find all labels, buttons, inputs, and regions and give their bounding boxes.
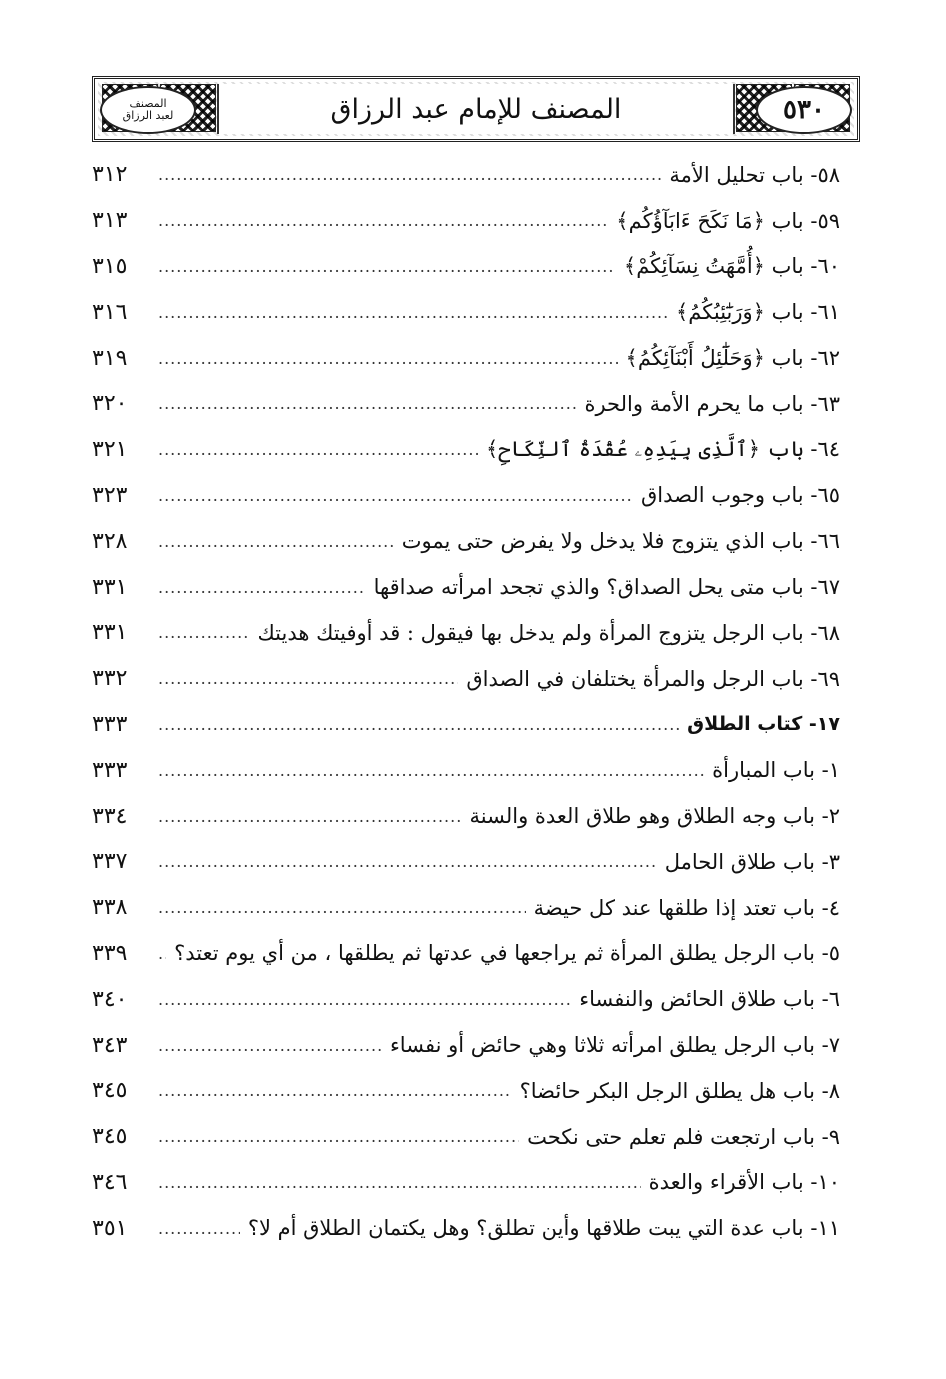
toc-row: [92, 289, 840, 335]
toc-row: [92, 1114, 840, 1160]
toc-page-number: ٣٢١: [92, 437, 128, 463]
toc-page-number: ٣١٣: [92, 208, 128, 234]
toc-entry-title: ١٧- كتاب الطلاق: [687, 713, 840, 736]
toc-page-number: ٣٢٨: [92, 528, 128, 554]
toc-page-number: ٣٤٥: [92, 1124, 128, 1150]
emblem-line: المصنف: [129, 97, 167, 110]
toc-entry-title: ٩- باب ارتجعت فلم تعلم حتى نكحت: [527, 1124, 840, 1149]
toc-entry-title: ١- باب المبارأة: [712, 758, 840, 783]
dot-leader: [158, 852, 657, 871]
toc-entry-title: ٦١- باب ﴿وَرَبَٰٓئِبُكُمُ﴾: [675, 300, 840, 325]
dot-leader: [158, 669, 458, 688]
dot-leader: [158, 257, 616, 276]
toc-entry-title: ٦٧- باب متى يحل الصداق؟ والذي تجحد امرأته صداقها: [373, 575, 840, 600]
dot-leader: [158, 349, 618, 368]
dot-leader: [158, 1036, 382, 1055]
toc-row: [92, 244, 840, 290]
toc-page-number: ٣١٥: [92, 253, 128, 279]
toc-row: [92, 518, 840, 564]
toc-row: [92, 152, 840, 198]
toc-page-number: ٣٣٩: [92, 940, 128, 966]
toc-entry-title: ٥٨- باب تحليل الأمة: [669, 162, 840, 187]
dot-leader: [158, 1127, 519, 1146]
emblem-line: لعبد الرزاق: [122, 109, 174, 122]
page-number: ٥٣٠: [783, 95, 825, 125]
toc-row: [92, 610, 840, 656]
toc-page-number: ٣٣٧: [92, 849, 128, 875]
toc-page-number: ٣٢٣: [92, 482, 128, 508]
book-title: المصنف للإمام عبد الرزاق: [330, 93, 622, 125]
dot-leader: [158, 440, 478, 459]
toc-row: [92, 473, 840, 519]
toc-page-number: ٣٣٣: [92, 757, 128, 783]
dot-leader: [158, 303, 668, 322]
toc-page-number: ٣٣١: [92, 620, 128, 646]
toc-row: [92, 976, 840, 1022]
toc-row: [92, 793, 840, 839]
toc-page-number: ٣٥١: [92, 1215, 128, 1241]
toc-entry-title: ٦٤- باب ﴿ٱلَّذِى بِيَدِهِۦ عُقْدَةُ ٱلنِّكَاحِ﴾: [485, 437, 840, 462]
toc-entry-title: ١٠- باب الأقراء والعدة: [648, 1170, 840, 1195]
header-title-box: [217, 84, 735, 134]
toc-row: [92, 931, 840, 977]
dot-leader: [158, 394, 576, 413]
dot-leader: [158, 990, 571, 1009]
dot-leader: [158, 211, 608, 230]
toc-entry-title: ٢- باب وجه الطلاق وهو طلاق العدة والسنة: [469, 804, 840, 829]
toc-entry-title: ٨- باب هل يطلق الرجل البكر حائضا؟: [519, 1078, 840, 1103]
page-header: [92, 76, 860, 142]
toc-page-number: ٣٤٥: [92, 1078, 128, 1104]
toc-row: [92, 1160, 840, 1206]
toc-page-number: ٣٣٨: [92, 895, 128, 921]
toc-entry-title: ٦٥- باب وجوب الصداق: [640, 483, 840, 508]
toc-entry-title: ٦٨- باب الرجل يتزوج المرأة ولم يدخل بها فيقول : قد أوفيتك هديتك: [257, 620, 840, 645]
toc-entry-title: ٤- باب تعتد إذا طلقها عند كل حيضة: [533, 895, 840, 920]
dot-leader: [158, 807, 462, 826]
toc-page-number: ٣٣٢: [92, 666, 128, 692]
toc-page-number: ٣٤٦: [92, 1169, 128, 1195]
toc-entry-title: ٥٩- باب ﴿مَا نَكَحَ ءَابَآؤُكُم﴾: [616, 208, 840, 233]
dot-leader: [158, 532, 394, 551]
dot-leader: [158, 898, 526, 917]
toc-page-number: ٣٣١: [92, 574, 128, 600]
dot-leader: [158, 715, 679, 734]
page-number-badge: [756, 86, 852, 134]
toc-entry-title: ٦٠- باب ﴿أُمَّهَتُ نِسَآئِكُمْ﴾: [623, 254, 840, 279]
toc-entry-title: ٦٣- باب ما يحرم الأمة والحرة: [584, 391, 840, 416]
dot-leader: [158, 761, 704, 780]
toc-row: [92, 1022, 840, 1068]
dot-leader: [158, 1219, 240, 1238]
dot-leader: [158, 486, 633, 505]
toc-entry-title: ٣- باب طلاق الحامل: [664, 849, 840, 874]
toc-row: [92, 656, 840, 702]
toc-row: [92, 564, 840, 610]
dot-leader: [158, 623, 249, 642]
toc-chapter-row: [92, 702, 840, 748]
toc-page-number: ٣١٦: [92, 299, 128, 325]
dot-leader: [158, 1173, 641, 1192]
toc-row: [92, 335, 840, 381]
toc-entry-title: ٦٦- باب الذي يتزوج فلا يدخل ولا يفرض حتى يموت: [401, 529, 840, 554]
toc-page-number: ٣٤٠: [92, 986, 128, 1012]
toc-row: [92, 381, 840, 427]
book-emblem: [100, 86, 196, 134]
toc-row: [92, 198, 840, 244]
toc-row: [92, 839, 840, 885]
toc-row: [92, 885, 840, 931]
toc-entry-title: ٧- باب الرجل يطلق امرأته ثلاثا وهي حائض أو نفساء: [389, 1033, 840, 1058]
toc-entry-title: ١١- باب عدة التي يبت طلاقها وأين تطلق؟ وهل يكتمان الطلاق أم لا؟: [247, 1216, 840, 1241]
dot-leader: [158, 165, 661, 184]
toc-row: [92, 747, 840, 793]
dot-leader: [158, 578, 366, 597]
toc-page-number: ٣١٢: [92, 162, 128, 188]
toc-page-number: ٣٢٠: [92, 391, 128, 417]
table-of-contents: [92, 152, 840, 1251]
toc-row: [92, 427, 840, 473]
toc-entry-title: ٦٢- باب ﴿وَحَلَٰٓئِلُ أَبْنَآئِكُمُ﴾: [625, 346, 840, 371]
toc-page-number: ٣٤٣: [92, 1032, 128, 1058]
dot-leader: [158, 944, 166, 963]
toc-entry-title: ٥- باب الرجل يطلق المرأة ثم يراجعها في عدتها ثم يطلقها ، من أي يوم تعتد؟: [174, 941, 840, 966]
toc-page-number: ٣٣٣: [92, 711, 128, 737]
toc-entry-title: ٦٩- باب الرجل والمرأة يختلفان في الصداق: [466, 666, 840, 691]
toc-row: [92, 1205, 840, 1251]
emblem-text: [123, 98, 174, 122]
toc-entry-title: ٦- باب طلاق الحائض والنفساء: [579, 987, 840, 1012]
toc-row: [92, 1068, 840, 1114]
toc-page-number: ٣٣٤: [92, 803, 128, 829]
dot-leader: [158, 1081, 512, 1100]
toc-page-number: ٣١٩: [92, 345, 128, 371]
